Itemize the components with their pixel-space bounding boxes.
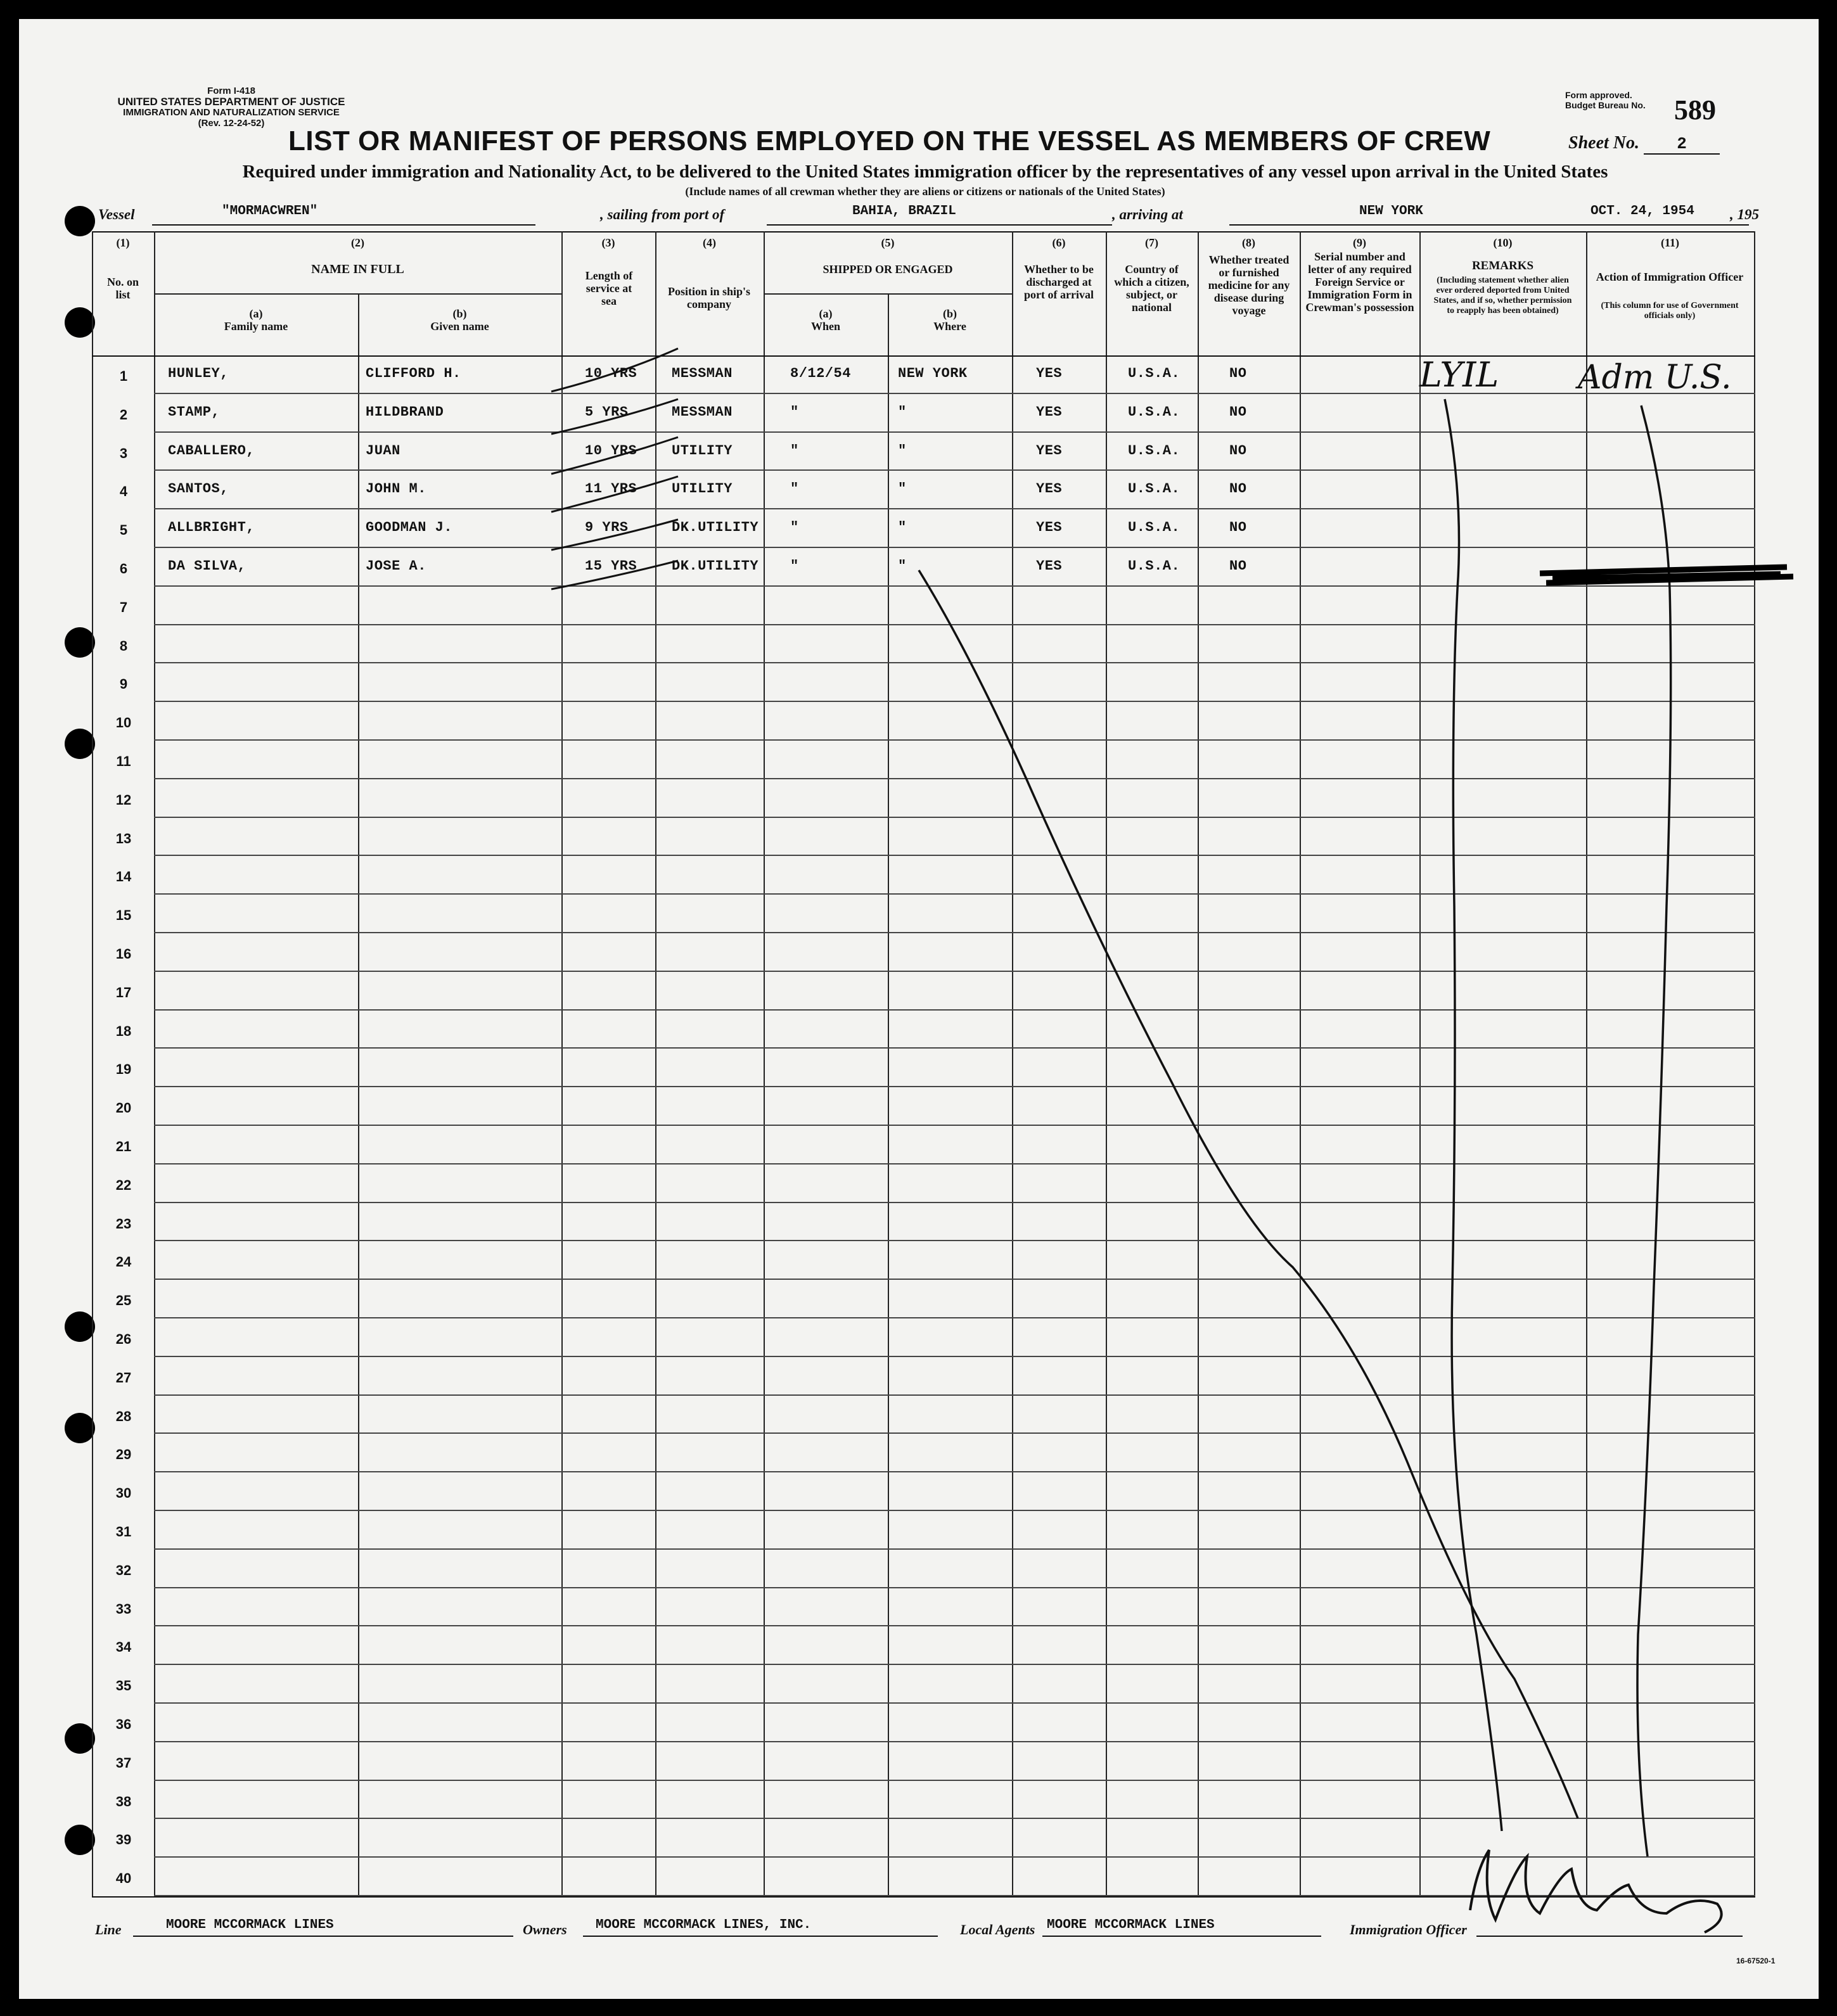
department-name: UNITED STATES DEPARTMENT OF JUSTICE bbox=[117, 96, 345, 108]
row-number: 35 bbox=[115, 1678, 132, 1694]
crew-when: 8/12/54 bbox=[790, 366, 851, 381]
subcol-num: (b) bbox=[452, 307, 467, 320]
service-name: IMMIGRATION AND NATURALIZATION SERVICE bbox=[123, 107, 340, 118]
strike-mark bbox=[551, 437, 678, 474]
action-line bbox=[1637, 405, 1671, 1856]
crew-service: 9 YRS bbox=[585, 520, 629, 536]
crew-when: " bbox=[790, 404, 799, 420]
crew-position: DK.UTILITY bbox=[672, 558, 759, 574]
row-number: 39 bbox=[115, 1832, 132, 1848]
crew-position: MESSMAN bbox=[672, 404, 733, 420]
action-initials: Adm U.S. bbox=[1578, 359, 1732, 397]
crew-when: " bbox=[790, 442, 799, 459]
line-value: MOORE MCCORMACK LINES bbox=[166, 1918, 334, 1932]
row-number: 5 bbox=[119, 522, 128, 539]
row-number: 11 bbox=[116, 753, 131, 769]
vessel-label: Vessel bbox=[98, 207, 135, 222]
col-header-when: When bbox=[810, 320, 840, 333]
crew-discharged: YES bbox=[1036, 404, 1063, 420]
form-approval: Form approved. bbox=[1565, 90, 1632, 100]
col-num: (10) bbox=[1493, 236, 1513, 249]
col-num: (6) bbox=[1052, 236, 1066, 249]
crew-given: JOHN M. bbox=[366, 481, 426, 497]
row-number: 29 bbox=[115, 1446, 132, 1463]
row-number: 3 bbox=[119, 445, 128, 461]
col-num: (3) bbox=[601, 236, 615, 249]
col-header-length-service: Length of service at sea bbox=[585, 269, 633, 307]
crew-where: " bbox=[898, 442, 907, 459]
col-header-position: Position in ship's company bbox=[667, 285, 751, 310]
col-header-action: Action of Immigration Officer bbox=[1596, 271, 1744, 283]
crew-family: SANTOS, bbox=[168, 481, 229, 497]
crew-family: HUNLEY, bbox=[168, 366, 229, 381]
row-number: 17 bbox=[115, 984, 132, 1000]
col-num: (5) bbox=[881, 236, 895, 249]
col-header-country: Country of which a citizen, subject, or national bbox=[1114, 263, 1189, 314]
crew-country: U.S.A. bbox=[1128, 481, 1181, 497]
row-number: 4 bbox=[119, 483, 128, 500]
strike-mark bbox=[551, 520, 678, 550]
officer-label: Immigration Officer bbox=[1350, 1922, 1467, 1937]
remarks-initials: LYIL bbox=[1419, 355, 1499, 395]
crew-service: 10 YRS bbox=[585, 442, 637, 459]
crew-country: U.S.A. bbox=[1128, 442, 1181, 459]
col-num: (8) bbox=[1242, 236, 1255, 249]
strike-mark bbox=[551, 561, 678, 589]
crew-country: U.S.A. bbox=[1128, 404, 1181, 420]
row-number: 25 bbox=[115, 1292, 132, 1309]
col-header-family-name: Family name bbox=[224, 320, 288, 333]
subcol-num: (b) bbox=[943, 307, 957, 320]
year-suffix: , 195 bbox=[1730, 207, 1759, 222]
agents-value: MOORE MCCORMACK LINES bbox=[1047, 1918, 1215, 1932]
crew-where: " bbox=[898, 481, 907, 497]
crew-given: JUAN bbox=[366, 442, 400, 459]
crew-given: JOSE A. bbox=[366, 558, 426, 574]
closing-scribble bbox=[1540, 567, 1793, 583]
row-number: 14 bbox=[115, 869, 132, 885]
owners-label: Owners bbox=[523, 1922, 567, 1937]
crew-family: CABALLERO, bbox=[168, 442, 255, 459]
crew-service: 11 YRS bbox=[585, 481, 637, 497]
row-number: 37 bbox=[115, 1754, 132, 1771]
row-number: 22 bbox=[115, 1177, 132, 1193]
crew-where: " bbox=[898, 558, 907, 574]
form-number: Form I-418 bbox=[207, 86, 255, 96]
row-number: 31 bbox=[115, 1524, 132, 1540]
officer-signature bbox=[1470, 1850, 1722, 1932]
row-number: 18 bbox=[115, 1023, 132, 1039]
crew-family: ALLBRIGHT, bbox=[168, 520, 255, 536]
agents-label: Local Agents bbox=[960, 1922, 1035, 1937]
crew-medicine: NO bbox=[1229, 442, 1247, 459]
row-number: 10 bbox=[115, 715, 132, 731]
row-number: 8 bbox=[119, 637, 128, 654]
row-number: 33 bbox=[115, 1600, 132, 1617]
row-number: 19 bbox=[115, 1061, 132, 1078]
crew-where: NEW YORK bbox=[898, 366, 968, 381]
sheet-value: 2 bbox=[1644, 134, 1720, 155]
col-header-medicine-text: Whether treated or furnished medicine for any disease during voyage bbox=[1208, 253, 1290, 317]
col-num: (7) bbox=[1145, 236, 1158, 249]
crew-where: " bbox=[898, 404, 907, 420]
row-number: 30 bbox=[115, 1485, 132, 1502]
col-num: (4) bbox=[703, 236, 716, 249]
subtitle: Required under immigration and Nationality Act, to be delivered to the United States immigration officer by the representatives of any vessel upon arrival in the United States bbox=[242, 162, 1608, 182]
form-revision: (Rev. 12-24-52) bbox=[198, 118, 265, 129]
crew-where: " bbox=[898, 520, 907, 536]
row-number: 20 bbox=[115, 1100, 132, 1116]
row-number: 7 bbox=[119, 599, 128, 615]
sailing-label: , sailing from port of bbox=[600, 207, 725, 222]
arriving-label: , arriving at bbox=[1112, 207, 1183, 222]
ditto-line bbox=[919, 570, 1578, 1818]
crew-discharged: YES bbox=[1036, 481, 1063, 497]
crew-medicine: NO bbox=[1229, 520, 1247, 536]
crew-given: HILDBRAND bbox=[366, 404, 444, 420]
owners-value: MOORE MCCORMACK LINES, INC. bbox=[596, 1918, 812, 1932]
strike-mark bbox=[551, 348, 678, 392]
crew-service: 15 YRS bbox=[585, 558, 637, 574]
handwriting-overlay bbox=[19, 19, 1819, 1999]
col-header-remarks: REMARKS bbox=[1471, 259, 1534, 272]
subtitle-note: (Include names of all crewman whether they are aliens or citizens or nationals of the United States) bbox=[685, 185, 1165, 198]
row-number: 13 bbox=[115, 830, 132, 846]
subcol-num: (a) bbox=[249, 307, 263, 320]
row-number: 34 bbox=[115, 1639, 132, 1656]
col-header-no-on-list: No. on list bbox=[107, 276, 139, 301]
remarks-line bbox=[1445, 399, 1502, 1831]
crew-position: UTILITY bbox=[672, 442, 733, 459]
col-header-remarks-note: (Including statement whether alien ever ordered deported from United States, and if so, whether permission to reapply has been obtained) bbox=[1433, 276, 1572, 316]
crew-position: MESSMAN bbox=[672, 366, 733, 381]
crew-given: CLIFFORD H. bbox=[366, 366, 461, 381]
crew-when: " bbox=[790, 558, 799, 574]
arrival-date: OCT. 24, 1954 bbox=[1591, 204, 1694, 219]
crew-when: " bbox=[790, 520, 799, 536]
row-number: 15 bbox=[115, 907, 132, 924]
col-header-action-note: (This column for use of Government officials only) bbox=[1601, 301, 1739, 321]
strike-marks bbox=[551, 348, 678, 589]
crew-discharged: YES bbox=[1036, 366, 1063, 381]
col-header-name: NAME IN FULL bbox=[311, 262, 404, 276]
crew-position: DK.UTILITY bbox=[672, 520, 759, 536]
budget-number: 589 bbox=[1674, 94, 1716, 125]
row-number: 32 bbox=[115, 1562, 132, 1578]
row-number: 24 bbox=[115, 1254, 132, 1270]
row-number: 12 bbox=[115, 791, 132, 808]
crew-medicine: NO bbox=[1229, 404, 1247, 420]
row-number: 1 bbox=[119, 368, 128, 384]
crew-position: UTILITY bbox=[672, 481, 733, 497]
crew-service: 10 YRS bbox=[585, 366, 637, 381]
strike-mark bbox=[551, 476, 678, 512]
row-number: 36 bbox=[115, 1716, 132, 1732]
crew-discharged: YES bbox=[1036, 520, 1063, 536]
col-num: (11) bbox=[1661, 236, 1679, 249]
line-label: Line bbox=[95, 1922, 122, 1937]
crew-medicine: NO bbox=[1229, 481, 1247, 497]
row-number: 28 bbox=[115, 1408, 132, 1424]
page-title: LIST OR MANIFEST OF PERSONS EMPLOYED ON THE VESSEL AS MEMBERS OF CREW bbox=[288, 125, 1491, 156]
row-number: 40 bbox=[115, 1870, 132, 1887]
crew-family: DA SILVA, bbox=[168, 558, 246, 574]
crew-medicine: NO bbox=[1229, 558, 1247, 574]
col-header-where: Where bbox=[933, 320, 966, 333]
strike-mark bbox=[551, 399, 678, 434]
row-number: 9 bbox=[119, 676, 128, 692]
row-number: 2 bbox=[119, 406, 128, 423]
crew-country: U.S.A. bbox=[1128, 520, 1181, 536]
crew-family: STAMP, bbox=[168, 404, 221, 420]
col-num: (1) bbox=[116, 236, 130, 249]
col-header-serial: Serial number and letter of any required Foreign Service or Immigration Form in Crewman's possession bbox=[1305, 250, 1414, 314]
crew-discharged: YES bbox=[1036, 558, 1063, 574]
crew-country: U.S.A. bbox=[1128, 558, 1181, 574]
row-number: 26 bbox=[115, 1331, 132, 1347]
col-header-discharged: Whether to be discharged at port of arrival bbox=[1024, 263, 1094, 301]
col-num: (9) bbox=[1353, 236, 1366, 249]
port-to: NEW YORK bbox=[1359, 204, 1423, 219]
form-code: 16-67520-1 bbox=[1736, 1956, 1776, 1965]
crew-service: 5 YRS bbox=[585, 404, 629, 420]
crew-when: " bbox=[790, 481, 799, 497]
row-number: 38 bbox=[115, 1793, 132, 1809]
col-num: (2) bbox=[351, 236, 364, 249]
sheet-label: Sheet No. bbox=[1568, 133, 1639, 153]
col-header-shipped: SHIPPED OR ENGAGED bbox=[822, 263, 953, 276]
col-header-given-name: Given name bbox=[430, 320, 489, 333]
row-number: 16 bbox=[115, 946, 132, 962]
subcol-num: (a) bbox=[819, 307, 833, 320]
budget-label: Budget Bureau No. bbox=[1565, 100, 1646, 110]
row-number: 27 bbox=[115, 1369, 132, 1386]
crew-given: GOODMAN J. bbox=[366, 520, 453, 536]
row-number: 23 bbox=[115, 1215, 132, 1232]
vessel-name: "MORMACWREN" bbox=[222, 204, 318, 219]
crew-country: U.S.A. bbox=[1128, 366, 1181, 381]
crew-discharged: YES bbox=[1036, 442, 1063, 459]
row-number: 21 bbox=[115, 1139, 132, 1154]
port-from: BAHIA, BRAZIL bbox=[852, 204, 956, 219]
manifest-sheet bbox=[19, 19, 1819, 1999]
row-number: 6 bbox=[119, 561, 128, 577]
crew-medicine: NO bbox=[1229, 366, 1247, 381]
